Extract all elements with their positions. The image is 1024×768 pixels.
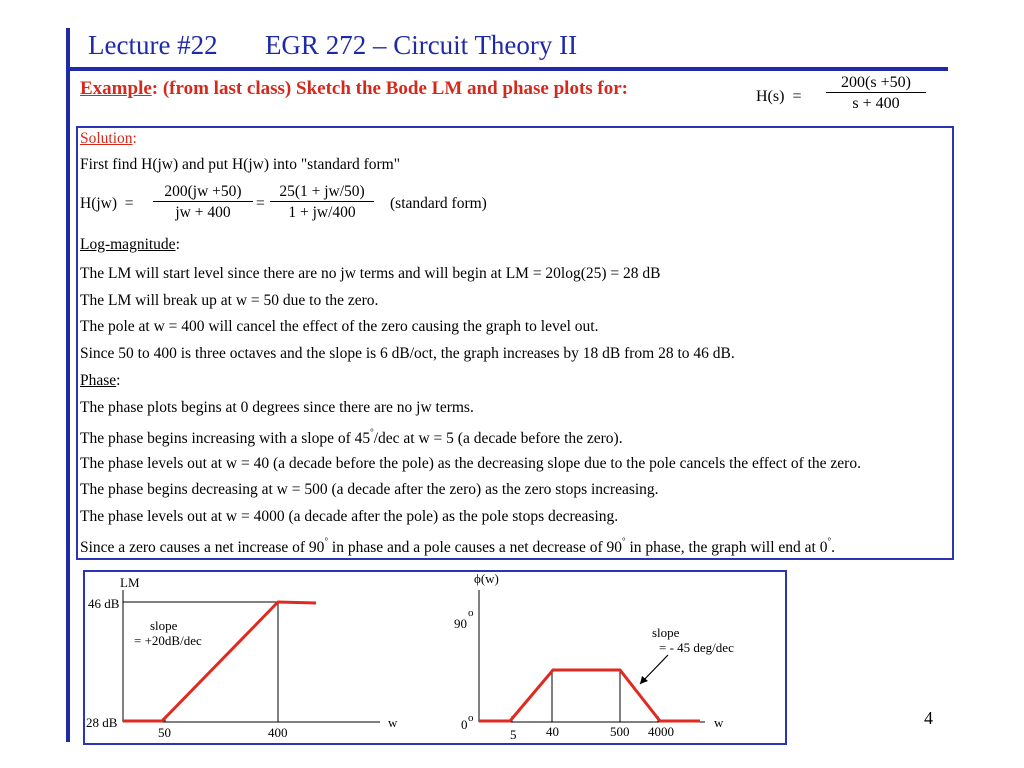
lm-slope-value: = +20dB/dec [134,633,202,648]
lecture-number: Lecture #22 [88,30,218,60]
phase-line-1: The phase plots begins at 0 degrees since there are no jw terms. [80,399,474,416]
hjw-fraction-1-denominator: jw + 400 [153,201,253,222]
phase-asymptote-curve [479,670,700,721]
standard-form-label: (standard form) [390,195,487,212]
phase-line-2: The phase begins increasing with a slope of 45°/dec at w = 5 (a decade before the zero). [80,427,623,447]
lm-y-label: LM [120,575,140,590]
phase-line-6: Since a zero causes a net increase of 90° in phase and a pole causes a net decrease of 90° in phase, the graph will end at 0°. [80,536,835,556]
phase-x-tick-500: 500 [610,724,630,739]
log-magnitude-heading: Log-magnitude: [80,236,180,253]
phase-line-5: The phase levels out at w = 4000 (a decade after the pole) as the pole stops decreasing. [80,508,619,525]
lm-line-1: The LM will start level since there are no jw terms and will begin at LM = 20log(25) = 28 dB [80,265,661,282]
phase-y-tick-90: 90 [454,616,467,631]
lm-y-tick-bottom: 28 dB [86,715,118,730]
example-word: Example [80,78,152,99]
lm-line-3: The pole at w = 400 will cancel the effect of the zero causing the graph to level out. [80,318,599,335]
lm-x-axis-label: w [388,715,398,730]
example-text: : (from last class) Sketch the Bode LM and phase plots for: [151,78,629,99]
lm-line-4: Since 50 to 400 is three octaves and the slope is 6 dB/oct, the graph increases by 18 dB from 28 to 46 dB. [80,345,735,362]
phase-plot [454,571,734,742]
hjw-label: H(jw) = [80,195,134,212]
phase-y-tick-0: 0 [461,717,468,732]
phase-x-tick-40: 40 [546,724,559,739]
hs-label: H(s) = [756,88,802,105]
phase-heading: Phase: [80,372,121,389]
hs-numerator: 200(s +50) [841,74,911,91]
phase-x-tick-5: 5 [510,727,517,742]
equals-sign: = [256,195,265,212]
lm-x-tick-400: 400 [268,725,288,740]
phase-line-4: The phase begins decreasing at w = 500 (a decade after the zero) as the zero stops increasing. [80,481,659,498]
phase-line-3: The phase levels out at w = 40 (a decade before the pole) as the decreasing slope due to the pole cancels the effect of the zero. [80,455,861,472]
hjw-fraction-1-numerator: 200(jw +50) [164,183,242,200]
phase-y-tick-90-degree: o [468,607,474,619]
phase-y-label: ϕ(w) [474,571,499,586]
lm-y-tick-top: 46 dB [88,596,120,611]
lm-x-tick-50: 50 [158,725,171,740]
phase-slope-value: = - 45 deg/dec [659,640,734,655]
lm-line-2: The LM will break up at w = 50 due to the zero. [80,292,379,309]
solution-line-1: First find H(jw) and put H(jw) into "standard form" [80,156,401,173]
hs-denominator: s + 400 [826,92,926,113]
phase-x-tick-4000: 4000 [648,724,674,739]
solution-heading: Solution: [80,130,137,147]
phase-x-axis-label: w [714,715,724,730]
phase-slope-label: slope [652,625,680,640]
hjw-fraction-2-denominator: 1 + jw/400 [270,201,374,222]
lm-slope-label: slope [150,618,178,633]
page-number: 4 [924,708,933,728]
lm-plot [86,575,398,740]
hjw-fraction-2-numerator: 25(1 + jw/50) [279,183,365,200]
course-title: EGR 272 – Circuit Theory II [264,30,578,60]
phase-y-tick-0-degree: o [468,712,474,724]
